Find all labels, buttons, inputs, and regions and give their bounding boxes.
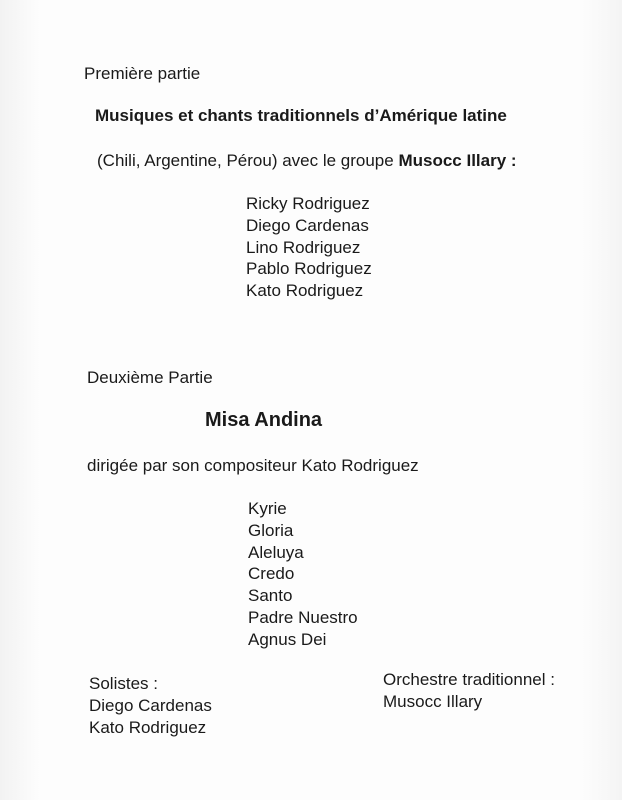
list-item: Santo [248, 586, 293, 606]
list-item: Credo [248, 564, 295, 584]
list-item: Kyrie [248, 499, 287, 518]
list-item: Diego Cardenas [246, 215, 369, 235]
members-list [246, 193, 372, 302]
list-item: Kato Rodriguez [246, 281, 364, 301]
soloist-name: Kato Rodriguez [89, 717, 207, 737]
orchestra-block [383, 669, 555, 713]
part2-director-line: dirigée par son compositeur Kato Rodriguez [87, 456, 419, 475]
part1-group-name: Musocc Illary : [398, 151, 517, 170]
part1-subtitle-prefix: (Chili, Argentine, Pérou) avec le groupe [97, 151, 394, 170]
part1-title: Musiques et chants traditionnels d’Amérique latine [95, 106, 507, 125]
page-shadow-left [0, 0, 40, 800]
orchestra-name: Musocc Illary [383, 691, 483, 711]
page-shadow-right [582, 0, 622, 800]
soloists-label: Solistes : [89, 674, 158, 693]
soloists-block [89, 673, 212, 738]
list-item: Pablo Rodriguez [246, 259, 372, 279]
part1-heading: Première partie [84, 64, 201, 83]
part1-subtitle [97, 151, 517, 171]
soloist-name: Diego Cardenas [89, 695, 212, 715]
list-item: Padre Nuestro [248, 607, 358, 627]
list-item: Gloria [248, 520, 294, 540]
list-item: Lino Rodriguez [246, 237, 361, 257]
list-item: Ricky Rodriguez [246, 194, 370, 213]
part2-title: Misa Andina [205, 409, 323, 431]
part2-heading: Deuxième Partie [87, 368, 213, 387]
orchestra-label: Orchestre traditionnel : [383, 670, 555, 689]
list-item: Aleluya [248, 542, 304, 562]
list-item: Agnus Dei [248, 629, 327, 649]
movements-list [248, 498, 358, 651]
